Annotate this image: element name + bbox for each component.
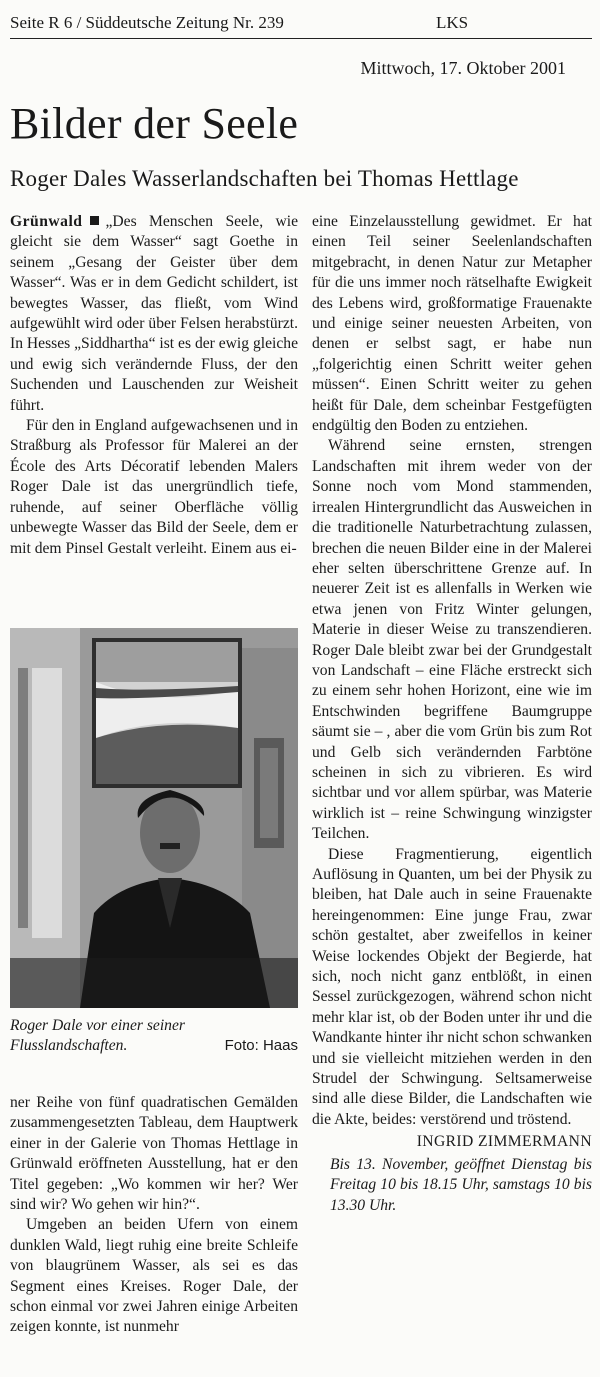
issue-date: Mittwoch, 17. Oktober 2001 [360, 58, 566, 78]
article-column-1 [10, 212, 298, 559]
article-column-1-continued [10, 1093, 298, 1338]
dateline: Grünwald [10, 213, 83, 230]
photo-credit: Foto: Haas [224, 1037, 298, 1055]
photo-caption [10, 1016, 298, 1057]
caption-text: Roger Dale vor einer seiner Flusslandschaften. [10, 1017, 185, 1055]
article-paragraph: eine Einzelausstellung gewidmet. Er hat einen Teil seiner Seelenlandschaften mitgebracht, in denen Natur zur Metapher für die uns immer noch rätselhafte Ewigkeit des Lebens wird, großformatige Frauenakte und einige seiner neuesten Arbeiten, von denen er selbst sagt, er habe nun „folgerichtig einen Schritt weiter gehen müssen“. Einen Schritt weiter zu gehen heißt für Dale, dem scheinbar Festgefügten endgültig den Boden zu entziehen. [312, 213, 592, 435]
masthead [10, 8, 592, 39]
masthead-source: Seite R 6 / Süddeutsche Zeitung Nr. 239 [10, 13, 284, 32]
paragraph-text: „Des Menschen Seele, wie gleicht sie dem Wasser“ sagt Goethe in seinem „Gesang der Geister über dem Wasser“. Was er in dem Gedicht schildert, ist bewegtes Wasser, das fließt, vom Wind aufgewühlt wird oder über Felsen herabstürzt. In Hesses „Siddhartha“ ist es der ewig gleiche und ewig sich verändernde Fluss, der den Suchenden und Lauschenden zur Weisheit führt. [10, 213, 298, 414]
article-paragraph: Während seine ernsten, strengen Landschaften mit ihrem weder von der Sonne noch vom Mond stammenden, irrealen Hintergrundlicht das Ausweichen in die traditionelle Naturbetrachtung zulassen, brechen die neuen Bilder eine in der Malerei eher selten überschrittene Grenze auf. In neuerer Zeit ist es allenfalls in Werken wie etwa jenen von Fritz Winter gelungen, Materie in dieser Weise zu transzendieren. Roger Dale bleibt zwar bei der Grundgestalt von Landschaft – eine Fläche erstreckt sich zu einem sehr hohen Horizont, eine wie im Entschwinden begriffene Baumgruppe säumt sie – , aber die vom Grün bis zum Rot und Gelb sich verändernden Farbtöne scheinen in sich zu vibrieren. Es wird sichtbar und vor allem spürbar, was Materie wirklich ist – reine Schwingung winzigster Teilchen. [312, 437, 592, 843]
artist-photo [10, 628, 298, 1008]
exhibition-info: Bis 13. November, geöffnet Dienstag bis Freitag 10 bis 18.15 Uhr, samstags 10 bis 13.30 Uhr. [330, 1155, 592, 1214]
square-bullet-icon [90, 216, 99, 225]
article-paragraph: Umgeben an beiden Ufern von einem dunklen Wald, liegt ruhig eine breite Schleife von blaugrünem Wasser, als sei es das Segment eines Kreises. Roger Dale, der schon einmal vor zwei Jahren einige Arbeiten zeigen konnte, ist nunmehr [10, 1216, 298, 1336]
article-column-2 [312, 212, 592, 1216]
article-paragraph: ner Reihe von fünf quadratischen Gemälden zusammengesetzten Tableau, dem Hauptwerk einer in der Galerie von Thomas Hettlage in Grünwald eröffneten Ausstellung, hat er den Titel gegeben: „Wo kommen wir her? Wer sind wir? Wo gehen wir hin?“. [10, 1094, 298, 1214]
headline: Bilder der Seele [10, 99, 299, 148]
article-paragraph [10, 212, 298, 416]
article-paragraph: Diese Fragmentierung, eigentlich Auflösung in Quanten, um bei der Physik zu bleiben, hat Dale auch in seine Frauenakte hereingenommen: Eine junge Frau, zwar schön gestaltet, aber zweifellos in keiner Weise lockendes Objekt der Begierde, hat sich, noch nicht ganz entblößt, in einen Sessel zurückgezogen, während schon nicht mehr klar ist, ob der Boden unter ihr und die Wandkante hinter ihr nicht schon schwanken und sie vielleicht mitziehen werden in den Strudel der Schwingung. Seltsamerweise sind alle diese Bilder, die Landschaften wie die Akte, beides: verstörend und tröstend. [312, 845, 592, 1128]
masthead-section: LKS [436, 13, 469, 32]
author-signature: INGRID ZIMMERMANN [416, 1133, 592, 1151]
subheadline: Roger Dales Wasserlandschaften bei Thomas Hettlage [10, 166, 519, 191]
article-paragraph: Für den in England aufgewachsenen und in Straßburg als Professor für Malerei an der École des Arts Décoratif lebenden Malers Roger Dale ist das unergründlich tiefe, ruhende, auf seiner Oberfläche völlig unbewegte Wasser das Bild der Seele, dem er mit dem Pinsel Gestalt verleiht. Einem aus ei- [10, 417, 298, 557]
